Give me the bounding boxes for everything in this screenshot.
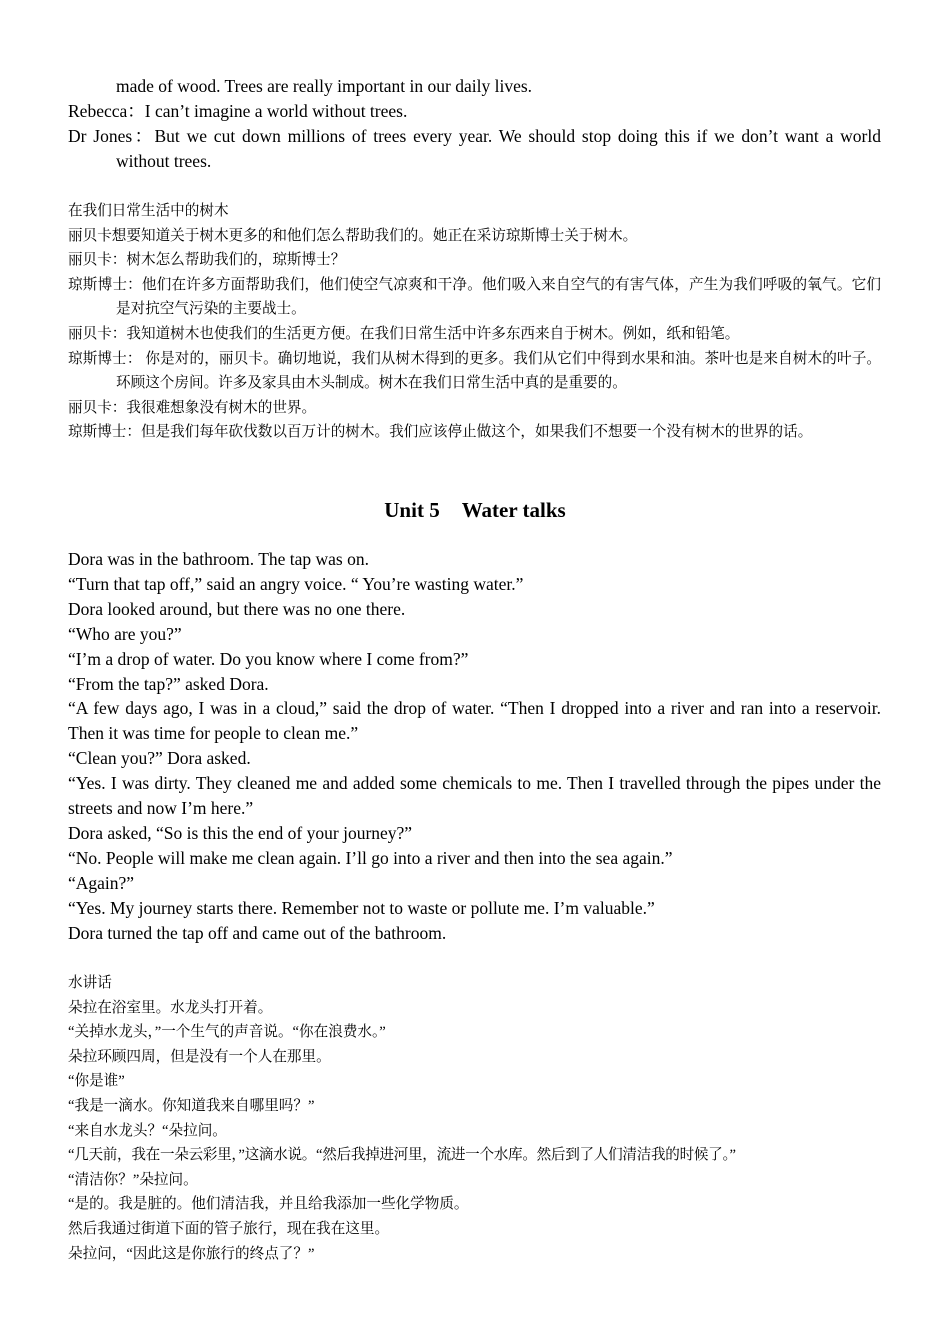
translation-line: “你是谁”: [68, 1073, 125, 1090]
translation-line: 朵拉问，“因此这是你旅行的终点了？”: [68, 1245, 315, 1262]
story-paragraph: “Again?”: [68, 872, 135, 893]
translation-line: 朵拉在浴室里。水龙头打开着。: [68, 999, 273, 1016]
story-paragraph: Dora turned the tap off and came out of the bathroom.: [68, 922, 447, 943]
story-paragraph: “No. People will make me clean again. I’ll go into a river and then into the sea again.”: [68, 847, 673, 868]
translation-line: 丽贝卡：树木怎么帮助我们的，琼斯博士？: [68, 252, 346, 269]
translation-line: “是的。我是脏的。他们清洁我，并且给我添加一些化学物质。: [68, 1196, 469, 1213]
translation-title: 水讲话: [68, 975, 112, 991]
story-paragraph: Dora looked around, but there was no one there.: [68, 598, 406, 619]
unit-heading: [0, 496, 950, 524]
dialogue-rebecca: Rebecca：I can’t imagine a world without trees.: [68, 100, 408, 121]
dialogue-continuation: made of wood. Trees are really important in our daily lives.: [116, 76, 533, 96]
story-paragraph: “Yes. My journey starts there. Remember not to waste or pollute me. I’m valuable.”: [68, 897, 655, 918]
story-paragraph: “I’m a drop of water. Do you know where I come from?”: [68, 648, 469, 669]
top-dialogue: [68, 74, 881, 174]
translation-line: 然后我通过街道下面的管子旅行，现在我在这里。: [68, 1220, 390, 1237]
story-paragraph: Dora asked, “So is this the end of your journey?”: [68, 822, 413, 843]
story-paragraph: “Clean you?” Dora asked.: [68, 748, 251, 769]
unit-number: Unit 5: [384, 498, 440, 522]
translation-line: “关掉水龙头，”一个生气的声音说。“你在浪费水。”: [68, 1024, 386, 1041]
translation-line: 朵拉环顾四周，但是没有一个人在那里。: [68, 1048, 331, 1065]
story-paragraph: “A few days ago, I was in a cloud,” said the drop of water. “Then I dropped into a river and ran into a reservoir. Then it was time for people to clean me.”: [68, 698, 881, 744]
translation-line: “我是一滴水。你知道我来自哪里吗？”: [68, 1097, 315, 1114]
unit-title: Water talks: [461, 498, 566, 522]
story-text: [68, 547, 881, 946]
translation-line: 丽贝卡：我知道树木也使我们的生活更方便。在我们日常生活中许多东西来自于树木。例如，纸和铅笔。: [68, 325, 740, 342]
translation-trees: [68, 199, 881, 445]
translation-title: 在我们日常生活中的树木: [68, 203, 229, 219]
story-paragraph: “Who are you?”: [68, 623, 182, 644]
translation-line: 丽贝卡：我很难想象没有树木的世界。: [68, 399, 317, 416]
dialogue-jones: Dr Jones：But we cut down millions of trees every year. We should stop doing this if we don’t want a world without trees.: [68, 125, 881, 171]
translation-line: 琼斯博士：他们在许多方面帮助我们，他们使空气凉爽和干净。他们吸入来自空气的有害气体，产生为我们呼吸的氧气。它们是对抗空气污染的主要战士。: [68, 276, 881, 318]
translation-line: “来自水龙头？“朵拉问。: [68, 1122, 227, 1139]
translation-line: “清洁你？”朵拉问。: [68, 1171, 198, 1188]
story-paragraph: Dora was in the bathroom. The tap was on.: [68, 549, 369, 569]
translation-line: 丽贝卡想要知道关于树木更多的和他们怎么帮助我们的。她正在采访琼斯博士关于树木。: [68, 227, 638, 244]
story-paragraph: “Turn that tap off,” said an angry voice. “ You’re wasting water.”: [68, 573, 524, 594]
translation-water: [68, 971, 881, 1266]
translation-line: “几天前，我在一朵云彩里，”这滴水说。“然后我掉进河里，流进一个水库。然后到了人们清洁我的时候了。”: [68, 1147, 736, 1164]
story-paragraph: “From the tap?” asked Dora.: [68, 673, 269, 694]
story-paragraph: “Yes. I was dirty. They cleaned me and added some chemicals to me. Then I travelled through the pipes under the streets and now I’m here.”: [68, 773, 881, 819]
translation-line: 琼斯博士： 你是对的，丽贝卡。确切地说，我们从树木得到的更多。我们从它们中得到水果和油。茶叶也是来自树木的叶子。环顾这个房间。许多及家具由木头制成。树木在我们日常生活中真的是重要的。: [68, 350, 881, 392]
translation-line: 琼斯博士：但是我们每年砍伐数以百万计的树木。我们应该停止做这个，如果我们不想要一个没有树木的世界的话。: [68, 424, 813, 441]
